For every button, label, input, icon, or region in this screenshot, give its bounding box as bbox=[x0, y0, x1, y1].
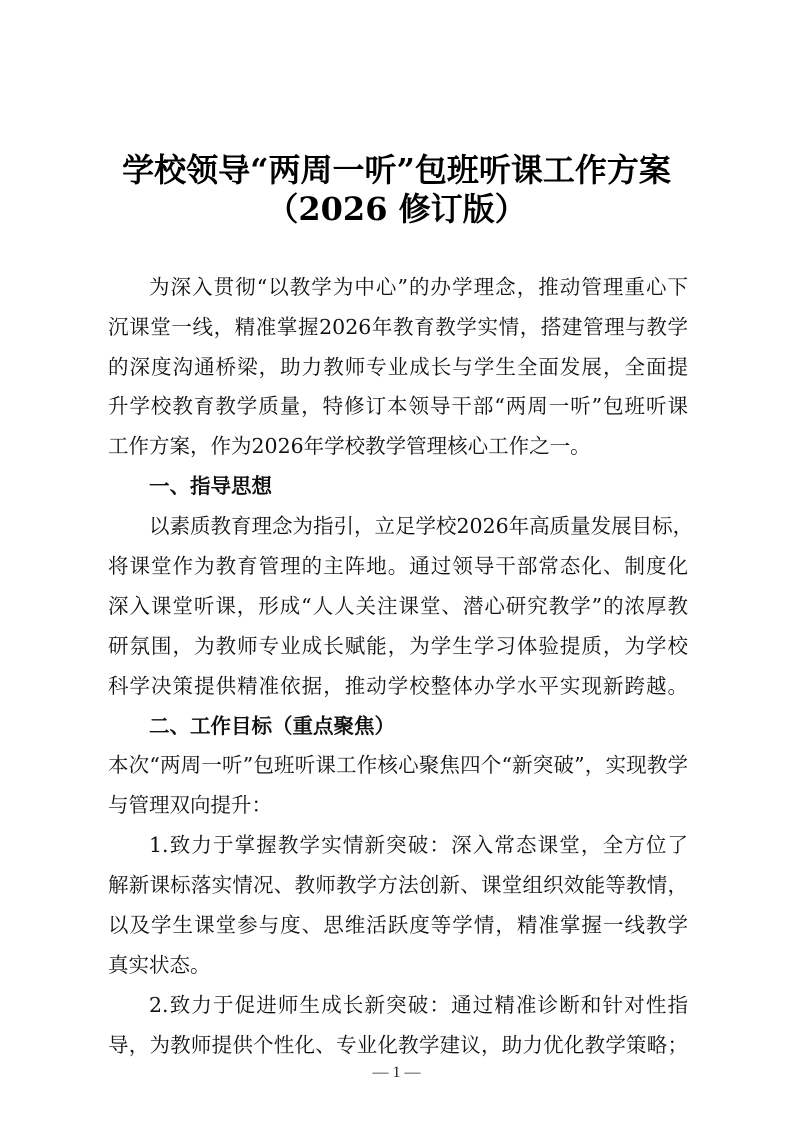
paragraph-ideology-line: 将课堂作为教育管理的主阵地。通过领导干部常态化、制度化 bbox=[108, 554, 688, 578]
paragraph-ideology-line: 以素质教育理念为指引，立足学校2026年高质量发展目标， bbox=[149, 514, 694, 538]
section-heading-guiding-ideology: 一、指导思想 bbox=[149, 474, 272, 498]
goal-item-1-line: 真实状态。 bbox=[108, 953, 211, 977]
paragraph-goals-line: 本次“两周一听”包班听课工作核心聚焦四个“新突破”，实现教学 bbox=[108, 753, 688, 777]
goal-item-1-line: 解新课标落实情况、教师教学方法创新、课堂组织效能等教情， bbox=[108, 873, 688, 897]
page-number: — 1 — bbox=[372, 1064, 421, 1081]
paragraph-ideology-line: 深入课堂听课，形成“人人关注课堂、潜心研究教学”的浓厚教 bbox=[108, 594, 688, 618]
paragraph-intro-line: 为深入贯彻“以教学为中心”的办学理念，推动管理重心下 bbox=[149, 275, 688, 299]
goal-item-1-line: 以及学生课堂参与度、思维活跃度等学情，精准掌握一线教学 bbox=[108, 913, 688, 937]
paragraph-intro-line: 的深度沟通桥梁，助力教师专业成长与学生全面发展，全面提 bbox=[108, 355, 688, 379]
paragraph-intro-line: 工作方案，作为2026年学校教学管理核心工作之一。 bbox=[108, 434, 591, 458]
goal-item-1-line: 1.致力于掌握教学实情新突破：深入常态课堂，全方位了 bbox=[149, 833, 688, 857]
goal-item-2-line: 导，为教师提供个性化、专业化教学建议，助力优化教学策略； bbox=[108, 1033, 688, 1057]
paragraph-goals-line: 与管理双向提升： bbox=[108, 793, 272, 817]
paragraph-ideology-line: 研氛围，为教师专业成长赋能，为学生学习体验提质，为学校 bbox=[108, 634, 688, 658]
paragraph-intro-line: 升学校教育教学质量，特修订本领导干部“两周一听”包班听课 bbox=[108, 394, 688, 418]
document-subtitle: （2026 修订版） bbox=[266, 190, 527, 228]
paragraph-intro-line: 沉课堂一线，精准掌握2026年教育教学实情，搭建管理与教学 bbox=[108, 315, 688, 339]
goal-item-2-line: 2.致力于促进师生成长新突破：通过精准诊断和针对性指 bbox=[149, 993, 688, 1017]
section-heading-work-goals: 二、工作目标（重点聚焦） bbox=[149, 714, 395, 738]
document-title: 学校领导“两周一听”包班听课工作方案 bbox=[122, 151, 671, 189]
paragraph-ideology-line: 科学决策提供精准依据，推动学校整体办学水平实现新跨越。 bbox=[108, 674, 688, 698]
